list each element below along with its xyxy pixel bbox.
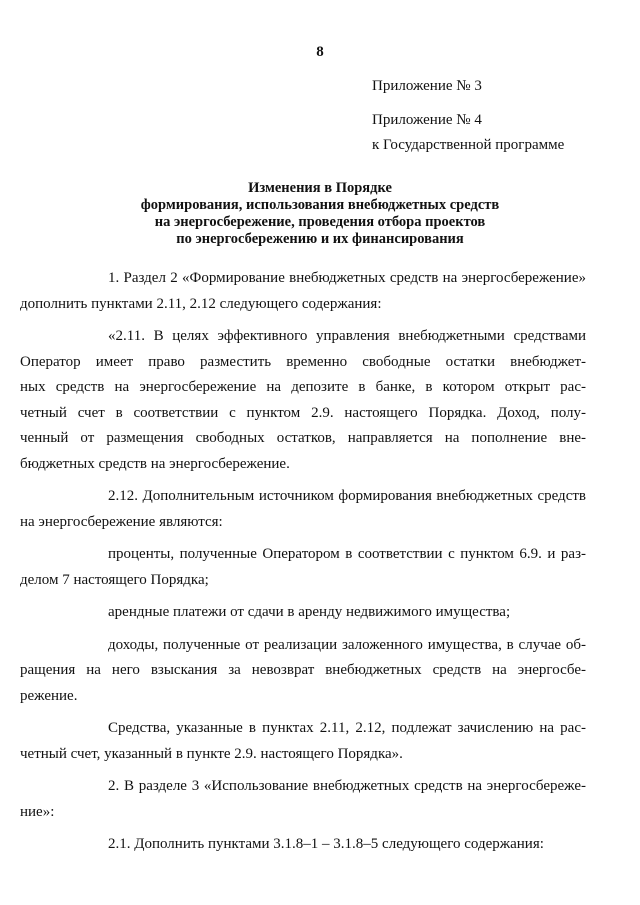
text-line: ных средств на энергосбережение на депозите в банке, в котором открыт рас-	[20, 379, 586, 395]
document-heading	[0, 180, 640, 248]
annex-program-label: к Государственной программе	[372, 137, 565, 153]
paragraph	[20, 716, 586, 767]
text-line: 1. Раздел 2 «Формирование внебюджетных средств на энергосбережение»	[108, 270, 586, 286]
heading-line: Изменения в Порядке	[248, 180, 392, 196]
text-line: ращения на него взыскания за невозврат внебюджетных средств на энергосбе-	[20, 662, 586, 678]
text-line: проценты, полученные Оператором в соответствии с пунктом 6.9. и раз-	[108, 546, 586, 562]
paragraph	[20, 774, 586, 825]
paragraph	[108, 832, 586, 858]
text-line: «2.11. В целях эффективного управления внебюджетными средствами	[108, 328, 586, 344]
text-line: арендные платежи от сдачи в аренду недвижимого имущества;	[108, 604, 511, 620]
paragraph	[20, 542, 586, 593]
paragraph	[20, 266, 586, 317]
text-line: доходы, полученные от реализации заложенного имущества, в случае об-	[108, 636, 586, 653]
paragraph	[20, 484, 586, 535]
paragraph	[20, 324, 586, 477]
heading-line: формирования, использования внебюджетных средств	[140, 197, 500, 213]
text-line: делом 7 настоящего Порядка;	[20, 571, 209, 588]
annex-4-label: Приложение № 4	[372, 112, 482, 128]
text-line: Оператор имеет право разместить временно свободные остатки внебюджет-	[20, 353, 586, 370]
text-line: ченный от размещения свободных остатков, направляется на пополнение вне-	[20, 430, 586, 446]
text-line: Средства, указанные в пунктах 2.11, 2.12, подлежат зачислению на рас-	[108, 720, 586, 736]
text-line: режение.	[20, 687, 78, 704]
heading-line: по энергосбережению и их финансирования	[176, 231, 464, 247]
text-line: дополнить пунктами 2.11, 2.12 следующего содержания:	[20, 295, 382, 312]
text-line: 2.1. Дополнить пунктами 3.1.8–1 – 3.1.8–5 следующего содержания:	[108, 836, 544, 852]
text-line: бюджетных средств на энергосбережение.	[20, 455, 290, 472]
heading-line: на энергосбережение, проведения отбора проектов	[154, 214, 486, 230]
document-body	[20, 266, 586, 858]
text-line: четный счет, указанный в пункте 2.9. настоящего Порядка».	[20, 745, 403, 762]
text-line: на энергосбережение являются:	[20, 513, 223, 530]
paragraph	[108, 600, 586, 626]
paragraph	[20, 633, 586, 710]
page-number: 8	[316, 44, 324, 60]
text-line: 2. В разделе 3 «Использование внебюджетных средств на энергосбереже-	[108, 778, 586, 794]
text-line: ние»:	[20, 803, 55, 820]
annex-3-label: Приложение № 3	[372, 78, 482, 94]
text-line: 2.12. Дополнительным источником формирования внебюджетных средств	[108, 488, 586, 504]
text-line: четный счет в соответствии с пунктом 2.9. настоящего Порядка. Доход, полу-	[20, 404, 586, 421]
